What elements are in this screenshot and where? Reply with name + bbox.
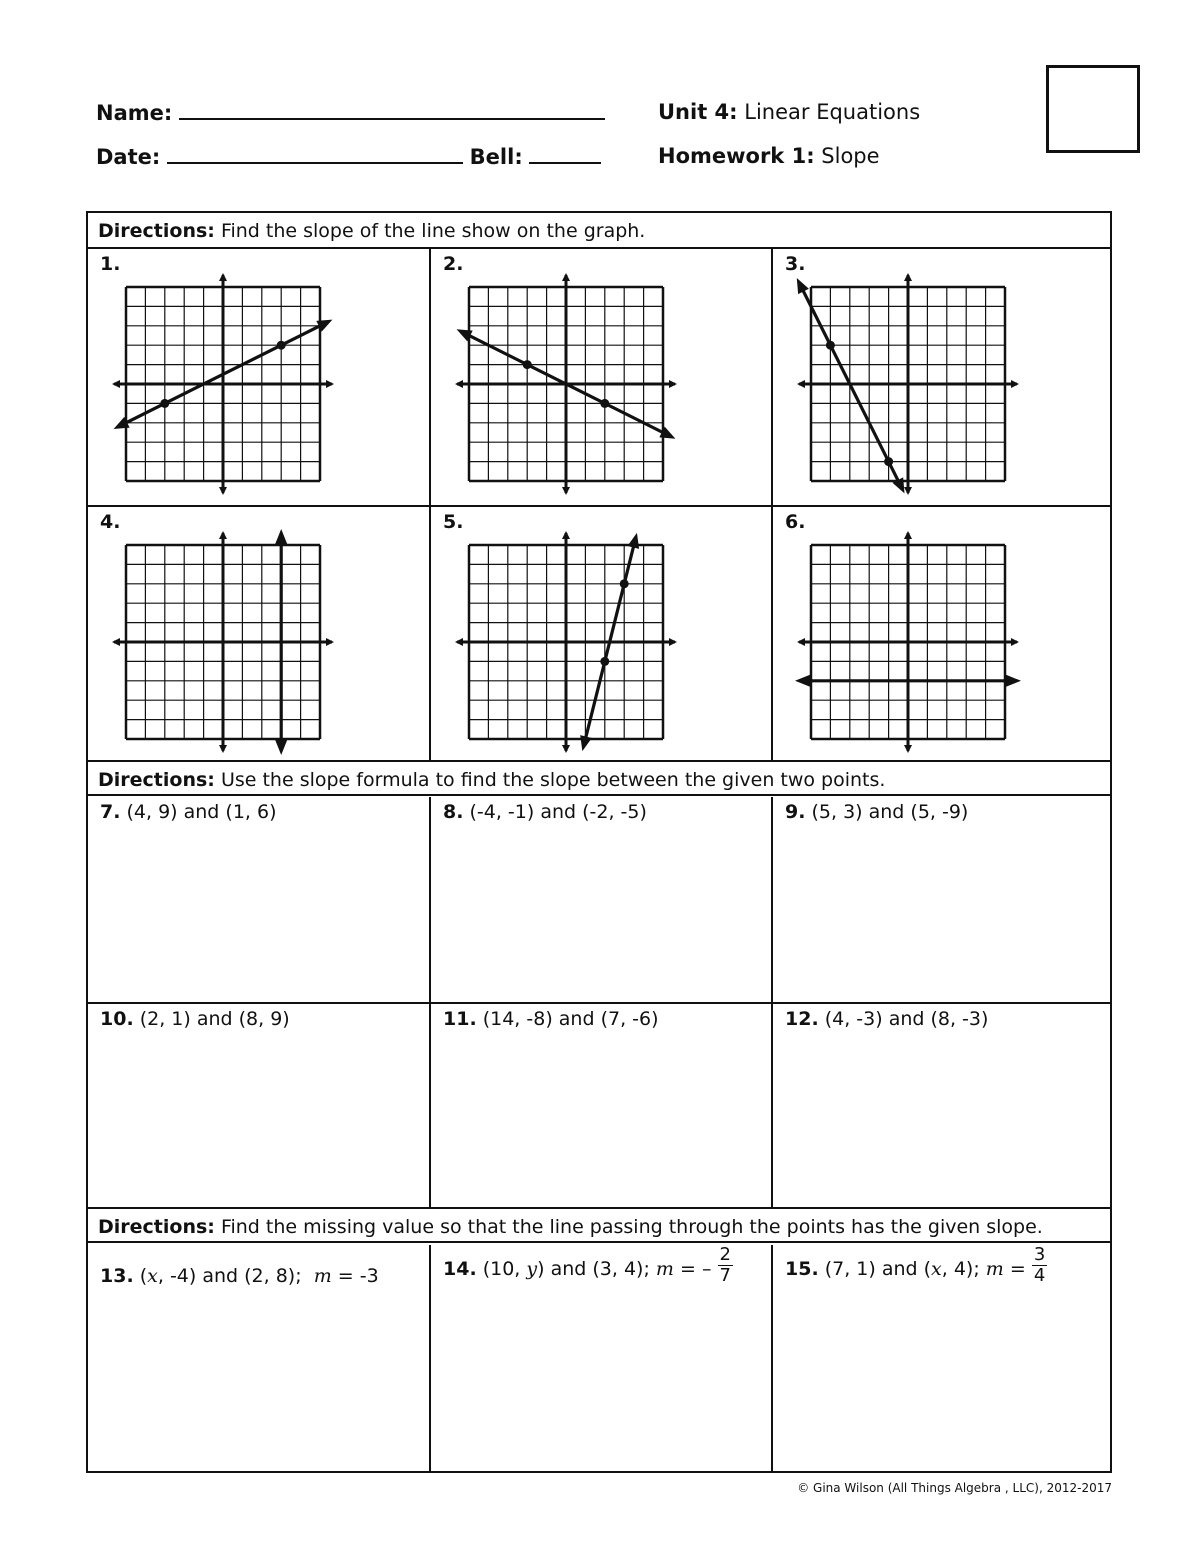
bell-blank[interactable] <box>529 144 601 164</box>
homework-heading <box>658 144 880 168</box>
arrowhead <box>219 531 227 539</box>
directions-section-1 <box>88 213 1112 249</box>
arrowhead <box>797 380 805 388</box>
arrowhead <box>326 380 334 388</box>
arrowhead <box>904 273 912 281</box>
date-blank[interactable] <box>167 144 463 164</box>
problem-number: 4. <box>100 511 121 533</box>
arrowhead <box>904 531 912 539</box>
name-blank[interactable] <box>179 100 605 120</box>
worksheet-table <box>86 211 1112 1473</box>
variable: x <box>147 1265 158 1287</box>
arrowhead <box>457 329 473 341</box>
coordinate-graph-3 <box>795 271 1021 497</box>
problem-text: (14, -8) and (7, -6) <box>482 1008 659 1030</box>
variable: y <box>526 1258 538 1280</box>
variable: x <box>931 1258 942 1280</box>
arrowhead <box>795 675 810 687</box>
problem-text: (-4, -1) and (-2, -5) <box>469 801 647 823</box>
problem-number: 9. <box>785 801 806 823</box>
arrowhead <box>904 745 912 753</box>
graph-cell-1 <box>88 249 429 505</box>
problem-cell-7[interactable] <box>88 797 429 1002</box>
plotted-point <box>826 341 835 350</box>
problem-cell-11[interactable] <box>431 1004 771 1207</box>
arrowhead <box>219 487 227 495</box>
problem-number: 6. <box>785 511 806 533</box>
directions-text: Find the missing value so that the line passing through the points has the given slope. <box>220 1216 1043 1238</box>
arrowhead <box>659 427 675 439</box>
arrowhead <box>219 745 227 753</box>
directions-text: Find the slope of the line show on the graph. <box>220 220 646 242</box>
date-label: Date: <box>96 145 161 169</box>
plotted-point <box>600 399 609 408</box>
score-box[interactable] <box>1046 65 1140 153</box>
bell-label: Bell: <box>469 145 523 169</box>
problem-number: 3. <box>785 253 806 275</box>
plotted-point <box>620 579 629 588</box>
problem-text: (2, 1) and (8, 9) <box>139 1008 290 1030</box>
problem-cell-15[interactable]: 15. (7, 1) and (x, 4); m = $\frac{3}{4}$ <box>785 1244 1046 1286</box>
arrowhead <box>904 487 912 495</box>
slope-symbol: m <box>985 1258 1004 1280</box>
graph-cell-3 <box>773 249 1112 505</box>
coordinate-graph-2 <box>453 271 679 497</box>
problem-number: 5. <box>443 511 464 533</box>
arrowhead <box>275 529 287 544</box>
arrowhead <box>455 380 463 388</box>
directions-label: Directions: <box>98 769 215 791</box>
problem-cell-14[interactable]: 14. (10, y) and (3, 4); m = – $\frac{2}{7}$ <box>443 1244 731 1286</box>
unit-title: Linear Equations <box>744 100 921 124</box>
column-divider <box>771 249 773 760</box>
coordinate-graph-1 <box>110 271 336 497</box>
directions-section-3 <box>88 1207 1112 1243</box>
date-field[interactable] <box>96 144 601 169</box>
copyright-notice: © Gina Wilson (All Things Algebra , LLC), 2012-2017 <box>797 1481 1112 1495</box>
slope-symbol: m <box>655 1258 674 1280</box>
problem-number: 7. <box>100 801 121 823</box>
column-divider <box>771 1245 773 1473</box>
arrowhead <box>627 533 639 549</box>
arrowhead <box>219 273 227 281</box>
graph-cell-5 <box>431 507 771 760</box>
arrowhead <box>1011 638 1019 646</box>
arrowhead <box>1011 380 1019 388</box>
problem-number: 12. <box>785 1008 819 1030</box>
arrowhead <box>326 638 334 646</box>
plotted-point <box>277 341 286 350</box>
slope-fraction: $\frac{2}{7}$ <box>719 1244 731 1286</box>
problem-cell-8[interactable] <box>431 797 771 1002</box>
problem-number: 15. <box>785 1258 819 1280</box>
graph-cell-4 <box>88 507 429 760</box>
plotted-point <box>160 399 169 408</box>
directions-label: Directions: <box>98 220 215 242</box>
arrowhead <box>562 745 570 753</box>
name-label: Name: <box>96 101 173 125</box>
problem-number: 10. <box>100 1008 134 1030</box>
graph-cell-6 <box>773 507 1112 760</box>
problem-number: 8. <box>443 801 464 823</box>
slope-fraction: $\frac{3}{4}$ <box>1033 1244 1046 1286</box>
directions-label: Directions: <box>98 1216 215 1238</box>
column-divider <box>429 797 431 1207</box>
arrowhead <box>455 638 463 646</box>
problem-number: 14. <box>443 1258 477 1280</box>
problem-text: (4, -3) and (8, -3) <box>824 1008 989 1030</box>
problem-cell-9[interactable] <box>773 797 1112 1002</box>
arrowhead <box>562 531 570 539</box>
arrowhead <box>562 273 570 281</box>
problem-number: 13. <box>100 1265 134 1287</box>
arrowhead <box>562 487 570 495</box>
arrowhead <box>669 380 677 388</box>
divider <box>88 505 1112 507</box>
problem-cell-13[interactable]: 13. (x, -4) and (2, 8); m = -3 <box>100 1265 379 1287</box>
arrowhead <box>797 638 805 646</box>
directions-text: Use the slope formula to find the slope between the given two points. <box>220 769 886 791</box>
column-divider <box>429 249 431 760</box>
problem-text: (5, 3) and (5, -9) <box>811 801 969 823</box>
plotted-point <box>600 657 609 666</box>
arrowhead <box>316 320 332 332</box>
coordinate-graph-4 <box>110 529 336 755</box>
problem-cell-12[interactable] <box>773 1004 1112 1207</box>
arrowhead <box>275 740 287 755</box>
arrowhead <box>114 417 130 429</box>
homework-label: Homework 1: <box>658 144 815 168</box>
unit-label: Unit 4: <box>658 100 738 124</box>
coordinate-graph-6 <box>795 529 1021 755</box>
problem-number: 1. <box>100 253 121 275</box>
problem-text: (4, 9) and (1, 6) <box>126 801 277 823</box>
arrowhead <box>112 638 120 646</box>
problem-number: 11. <box>443 1008 477 1030</box>
arrowhead <box>892 477 904 493</box>
graph-cell-2 <box>431 249 771 505</box>
arrowhead <box>1006 675 1021 687</box>
plotted-point <box>884 457 893 466</box>
unit-heading <box>658 100 920 124</box>
plotted-line <box>800 285 901 486</box>
arrowhead <box>112 380 120 388</box>
problem-cell-10[interactable] <box>88 1004 429 1207</box>
directions-section-2 <box>88 760 1112 796</box>
plotted-point <box>523 360 532 369</box>
coordinate-graph-5 <box>453 529 679 755</box>
name-field[interactable] <box>96 100 605 125</box>
arrowhead <box>669 638 677 646</box>
column-divider <box>429 1245 431 1473</box>
arrowhead <box>797 278 809 294</box>
arrowhead <box>580 735 592 751</box>
slope-symbol: m <box>313 1265 332 1287</box>
homework-title: Slope <box>821 144 880 168</box>
column-divider <box>771 797 773 1207</box>
problem-number: 2. <box>443 253 464 275</box>
